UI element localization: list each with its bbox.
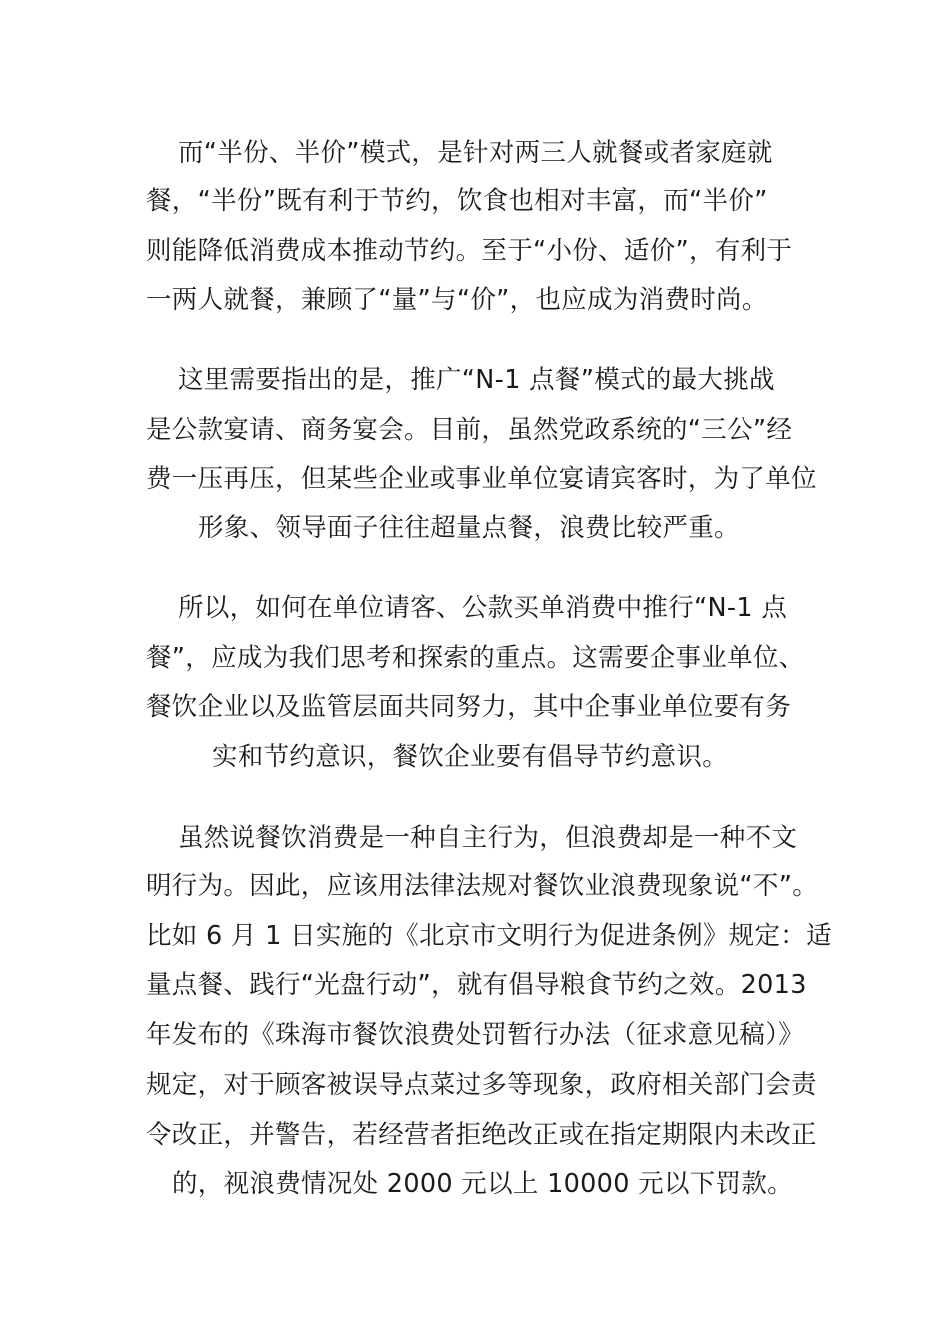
paragraph-4-line-3: 比如 6 月 1 日实施的《北京市文明行为促进条例》规定：适: [146, 921, 832, 951]
paragraph-4-line-4: 量点餐、践行“光盘行动”，就有倡导粮食节约之效。2013: [146, 970, 807, 1000]
paragraph-4-line-6: 规定，对于顾客被误导点菜过多等现象，政府相关部门会责: [146, 1070, 817, 1100]
paragraph-3-line-2: 餐”，应成为我们思考和探索的重点。这需要企事业单位、: [146, 643, 805, 673]
paragraph-1-line-2: 餐，“半份”既有利于节约，饮食也相对丰富，而“半价”: [146, 186, 768, 216]
paragraph-2-line-3: 费一压再压，但某些企业或事业单位宴请宾客时，为了单位: [146, 464, 817, 494]
paragraph-1-line-4: 一两人就餐，兼顾了“量”与“价”，也应成为消费时尚。: [146, 285, 768, 315]
paragraph-4-line-2: 明行为。因此，应该用法律法规对餐饮业浪费现象说“不”。: [146, 871, 819, 901]
paragraph-1-line-3: 则能降低消费成本推动节约。至于“小份、适价”，有利于: [146, 236, 793, 266]
paragraph-3-line-4: 实和节约意识，餐饮企业要有倡导节约意识。: [212, 742, 729, 772]
paragraph-2-line-4: 形象、领导面子往往超量点餐，浪费比较严重。: [198, 513, 740, 543]
paragraph-3-line-1: 所以，如何在单位请客、公款买单消费中推行“N-1 点: [178, 593, 788, 623]
paragraph-4-line-1: 虽然说餐饮消费是一种自主行为，但浪费却是一种不文: [178, 823, 798, 853]
paragraph-3-line-3: 餐饮企业以及监管层面共同努力，其中企事业单位要有务: [146, 692, 792, 722]
paragraph-2-line-1: 这里需要指出的是，推广“N-1 点餐”模式的最大挑战: [178, 365, 775, 395]
paragraph-4-line-5: 年发布的《珠海市餐饮浪费处罚暂行办法（征求意见稿）》: [146, 1020, 805, 1050]
paragraph-4-line-7: 令改正，并警告，若经营者拒绝改正或在指定期限内未改正: [146, 1120, 817, 1150]
paragraph-2-line-2: 是公款宴请、商务宴会。目前，虽然党政系统的“三公”经: [146, 415, 793, 445]
paragraph-1-line-1: 而“半份、半价”模式，是针对两三人就餐或者家庭就: [178, 138, 773, 168]
paragraph-4-line-8: 的，视浪费情况处 2000 元以上 10000 元以下罚款。: [172, 1169, 793, 1199]
